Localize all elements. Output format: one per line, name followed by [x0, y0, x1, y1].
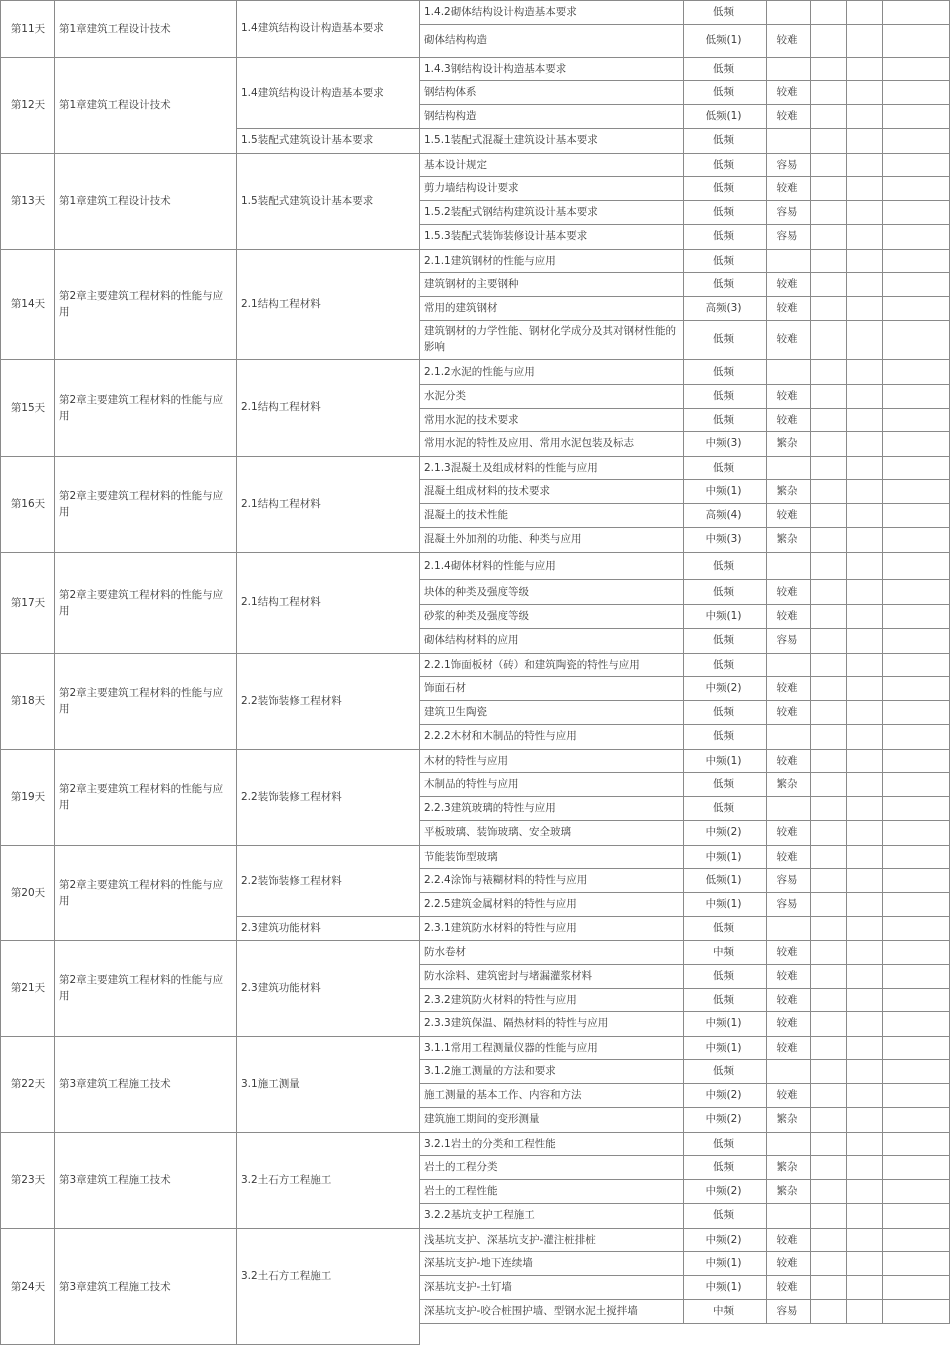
frequency-cell: 低频 — [713, 254, 734, 267]
topic-cell: 深基坑支护-咬合桩围护墙、型钢水泥土搅拌墙 — [424, 1305, 638, 1317]
frequency-cell: 中频(2) — [705, 682, 742, 694]
topic-cell: 饰面石材 — [424, 682, 466, 694]
difficulty-cell: 繁杂 — [776, 485, 798, 497]
difficulty-cell: 繁杂 — [776, 437, 798, 449]
frequency-cell: 低频 — [713, 86, 734, 98]
difficulty-cell: 较难 — [776, 413, 798, 426]
frequency-cell: 低频 — [713, 62, 734, 75]
difficulty-cell: 繁杂 — [776, 778, 798, 790]
frequency-cell: 低频 — [713, 6, 734, 18]
frequency-cell: 中频(2) — [705, 1089, 742, 1101]
chapter-cell: 第2章主要建筑工程材料的性能与应用 — [59, 687, 224, 715]
frequency-cell: 低频 — [713, 158, 734, 171]
difficulty-cell: 容易 — [776, 230, 798, 242]
frequency-cell: 中频 — [713, 1305, 734, 1317]
frequency-cell: 中频(3) — [705, 437, 742, 449]
frequency-cell: 低频 — [713, 585, 734, 598]
frequency-cell: 中频(1) — [705, 898, 742, 910]
frequency-cell: 低频 — [713, 658, 734, 671]
frequency-cell: 中频(2) — [705, 1185, 742, 1197]
topic-cell: 1.5.2装配式钢结构建筑设计基本要求 — [424, 206, 598, 218]
topic-cell: 建筑钢材的力学性能、钢材化学成分及其对钢材性能的影响 — [424, 325, 676, 353]
topic-cell: 2.2.1饰面板材（砖）和建筑陶瓷的特性与应用 — [424, 658, 640, 671]
section-cell: 1.5装配式建筑设计基本要求 — [241, 134, 374, 146]
topic-cell: 混凝土的技术性能 — [424, 509, 508, 521]
frequency-cell: 中频(1) — [705, 610, 742, 622]
difficulty-cell: 较难 — [776, 509, 798, 521]
difficulty-cell: 容易 — [776, 158, 798, 171]
chapter-cell: 第2章主要建筑工程材料的性能与应用 — [59, 974, 224, 1002]
topic-cell: 建筑施工期间的变形测量 — [424, 1113, 540, 1125]
topic-cell: 深基坑支护-土钉墙 — [424, 1281, 512, 1293]
day-cell: 第21天 — [10, 982, 46, 994]
section-cell: 2.1结构工程材料 — [241, 297, 321, 310]
difficulty-cell: 繁杂 — [776, 1185, 798, 1197]
day-cell: 第17天 — [10, 596, 46, 609]
topic-cell: 岩土的工程分类 — [424, 1161, 498, 1173]
topic-cell: 砌体结构材料的应用 — [424, 634, 519, 646]
topic-cell: 常用水泥的特性及应用、常用水泥包装及标志 — [424, 437, 634, 449]
topic-cell: 1.5.3装配式装饰装修设计基本要求 — [424, 230, 588, 242]
section-cell: 3.2土石方工程施工 — [241, 1173, 332, 1186]
difficulty-cell: 较难 — [776, 278, 798, 290]
difficulty-cell: 较难 — [776, 610, 798, 622]
topic-cell: 3.2.1岩土的分类和工程性能 — [424, 1137, 556, 1150]
difficulty-cell: 较难 — [776, 993, 798, 1006]
difficulty-cell: 较难 — [776, 1257, 798, 1269]
frequency-cell: 低频 — [713, 390, 734, 402]
section-cell: 2.2装饰装修工程材料 — [241, 874, 342, 887]
day-cell: 第22天 — [10, 1078, 46, 1090]
topic-cell: 剪力墙结构设计要求 — [424, 182, 519, 194]
topic-cell: 常用水泥的技术要求 — [424, 413, 519, 426]
topic-cell: 防水涂料、建筑密封与堵漏灌浆材料 — [424, 970, 592, 982]
difficulty-cell: 较难 — [776, 182, 798, 194]
topic-cell: 钢结构构造 — [424, 110, 477, 122]
topic-cell: 1.4.3钢结构设计构造基本要求 — [424, 62, 567, 75]
topic-cell: 建筑卫生陶瓷 — [424, 706, 487, 718]
topic-cell: 3.2.2基坑支护工程施工 — [424, 1209, 535, 1221]
day-cell: 第24天 — [10, 1280, 46, 1293]
frequency-cell: 低频 — [713, 970, 734, 982]
day-cell: 第14天 — [10, 298, 46, 310]
difficulty-cell: 较难 — [776, 826, 798, 838]
difficulty-cell: 较难 — [776, 1017, 798, 1029]
frequency-cell: 中频(3) — [705, 533, 742, 545]
day-cell: 第12天 — [10, 99, 46, 111]
difficulty-cell: 较难 — [776, 1233, 798, 1246]
difficulty-cell: 繁杂 — [776, 533, 798, 545]
section-cell: 2.1结构工程材料 — [241, 401, 321, 413]
topic-cell: 1.5.1装配式混凝土建筑设计基本要求 — [424, 134, 598, 146]
topic-cell: 2.1.1建筑钢材的性能与应用 — [424, 254, 556, 267]
topic-cell: 2.3.1建筑防水材料的特性与应用 — [424, 921, 577, 934]
frequency-cell: 高频(3) — [705, 302, 742, 314]
frequency-cell: 低频 — [713, 921, 734, 934]
topic-cell: 块体的种类及强度等级 — [424, 585, 529, 598]
section-cell: 1.5装配式建筑设计基本要求 — [241, 194, 374, 207]
frequency-cell: 低频 — [713, 182, 734, 194]
difficulty-cell: 容易 — [776, 206, 798, 218]
topic-cell: 水泥分类 — [424, 390, 466, 402]
topic-cell: 混凝土外加剂的功能、种类与应用 — [424, 533, 582, 545]
difficulty-cell: 容易 — [776, 898, 798, 910]
day-cell: 第13天 — [10, 195, 46, 207]
day-cell: 第19天 — [10, 791, 46, 803]
chapter-cell: 第2章主要建筑工程材料的性能与应用 — [59, 490, 224, 518]
difficulty-cell: 较难 — [776, 1041, 798, 1054]
section-cell: 2.3建筑功能材料 — [241, 981, 321, 994]
topic-cell: 岩土的工程性能 — [424, 1185, 498, 1197]
topic-cell: 2.2.5建筑金属材料的特性与应用 — [424, 898, 577, 910]
topic-cell: 2.1.4砌体材料的性能与应用 — [424, 559, 556, 572]
frequency-cell: 中频(1) — [705, 1041, 742, 1054]
day-cell: 第23天 — [10, 1174, 46, 1186]
chapter-cell: 第2章主要建筑工程材料的性能与应用 — [59, 878, 224, 907]
topic-cell: 混凝土组成材料的技术要求 — [424, 485, 550, 497]
section-cell: 3.2土石方工程施工 — [241, 1269, 332, 1282]
section-cell: 2.2装饰装修工程材料 — [241, 694, 342, 707]
frequency-cell: 中频(1) — [705, 485, 742, 497]
topic-cell: 深基坑支护-地下连续墙 — [424, 1257, 533, 1269]
frequency-cell: 中频(1) — [705, 1281, 742, 1293]
topic-cell: 2.3.2建筑防火材料的特性与应用 — [424, 993, 577, 1006]
chapter-cell: 第2章主要建筑工程材料的性能与应用 — [59, 290, 224, 318]
difficulty-cell: 较难 — [776, 390, 798, 402]
topic-cell: 木制品的特性与应用 — [424, 778, 519, 790]
frequency-cell: 低频(1) — [705, 874, 742, 886]
frequency-cell: 低频 — [713, 1209, 734, 1221]
frequency-cell: 高频(4) — [705, 509, 742, 521]
frequency-cell: 低频 — [713, 365, 734, 378]
difficulty-cell: 较难 — [776, 110, 798, 122]
frequency-cell: 低频 — [713, 413, 734, 426]
frequency-cell: 中频(2) — [705, 1113, 742, 1125]
frequency-cell: 低频 — [713, 993, 734, 1006]
difficulty-cell: 较难 — [776, 1089, 798, 1101]
topic-cell: 施工测量的基本工作、内容和方法 — [424, 1089, 582, 1101]
topic-cell: 2.1.3混凝土及组成材料的性能与应用 — [424, 461, 598, 474]
frequency-cell: 低频 — [713, 1137, 734, 1150]
difficulty-cell: 较难 — [776, 682, 798, 694]
difficulty-cell: 较难 — [776, 86, 798, 98]
section-cell: 3.1施工测量 — [241, 1077, 300, 1090]
topic-cell: 3.1.2施工测量的方法和要求 — [424, 1065, 556, 1077]
frequency-cell: 中频(2) — [705, 826, 742, 838]
frequency-cell: 中频(2) — [705, 1233, 742, 1246]
difficulty-cell: 较难 — [776, 754, 798, 767]
topic-cell: 浅基坑支护、深基坑支护-灌注桩排桩 — [424, 1233, 596, 1246]
frequency-cell: 中频 — [713, 946, 734, 958]
section-cell: 2.3建筑功能材料 — [241, 921, 321, 934]
frequency-cell: 低频(1) — [705, 34, 742, 46]
topic-cell: 建筑钢材的主要钢种 — [424, 278, 519, 290]
topic-cell: 钢结构体系 — [424, 86, 477, 98]
difficulty-cell: 较难 — [776, 706, 798, 718]
frequency-cell: 低频 — [713, 278, 734, 290]
difficulty-cell: 容易 — [776, 634, 798, 646]
topic-cell: 砂浆的种类及强度等级 — [424, 610, 529, 622]
chapter-cell: 第3章建筑工程施工技术 — [59, 1174, 171, 1186]
difficulty-cell: 较难 — [776, 946, 798, 958]
day-cell: 第16天 — [10, 498, 46, 510]
difficulty-cell: 较难 — [776, 333, 798, 345]
topic-cell: 常用的建筑钢材 — [424, 302, 498, 314]
topic-cell: 2.2.2木材和木制品的特性与应用 — [424, 730, 577, 742]
difficulty-cell: 较难 — [776, 970, 798, 982]
topic-cell: 1.4.2砌体结构设计构造基本要求 — [424, 6, 577, 18]
frequency-cell: 低频 — [713, 134, 734, 146]
difficulty-cell: 繁杂 — [776, 1161, 798, 1173]
frequency-cell: 低频 — [713, 461, 734, 474]
frequency-cell: 低频 — [713, 559, 734, 572]
frequency-cell: 低频 — [713, 206, 734, 218]
chapter-cell: 第1章建筑工程设计技术 — [59, 195, 171, 207]
frequency-cell: 中频(1) — [705, 754, 742, 767]
difficulty-cell: 较难 — [776, 302, 798, 314]
chapter-cell: 第3章建筑工程施工技术 — [59, 1280, 171, 1293]
topic-cell: 2.1.2水泥的性能与应用 — [424, 365, 535, 378]
section-cell: 1.4建筑结构设计构造基本要求 — [241, 86, 384, 99]
chapter-cell: 第2章主要建筑工程材料的性能与应用 — [59, 783, 224, 811]
chapter-cell: 第2章主要建筑工程材料的性能与应用 — [59, 393, 224, 422]
section-cell: 2.1结构工程材料 — [241, 497, 321, 510]
day-cell: 第18天 — [10, 695, 46, 707]
difficulty-cell: 容易 — [776, 874, 798, 886]
topic-cell: 防水卷材 — [424, 946, 466, 958]
day-cell: 第11天 — [10, 22, 46, 35]
frequency-cell: 低频 — [713, 802, 734, 814]
chapter-cell: 第2章主要建筑工程材料的性能与应用 — [59, 588, 224, 617]
section-cell: 1.4建筑结构设计构造基本要求 — [241, 22, 384, 34]
topic-cell: 基本设计规定 — [424, 158, 487, 171]
topic-cell: 2.2.4涂饰与裱糊材料的特性与应用 — [424, 874, 588, 886]
difficulty-cell: 较难 — [776, 1281, 798, 1293]
chapter-cell: 第3章建筑工程施工技术 — [59, 1078, 171, 1090]
day-cell: 第15天 — [10, 401, 46, 414]
topic-cell: 平板玻璃、装饰玻璃、安全玻璃 — [424, 826, 571, 838]
frequency-cell: 低频 — [713, 706, 734, 718]
frequency-cell: 中频(1) — [705, 1017, 742, 1029]
frequency-cell: 中频(1) — [705, 1257, 742, 1269]
frequency-cell: 低频 — [713, 1065, 734, 1077]
difficulty-cell: 容易 — [776, 1305, 798, 1317]
topic-cell: 木材的特性与应用 — [424, 754, 508, 767]
topic-cell: 2.2.3建筑玻璃的特性与应用 — [424, 802, 556, 814]
difficulty-cell: 较难 — [776, 850, 798, 863]
topic-cell: 2.3.3建筑保温、隔热材料的特性与应用 — [424, 1017, 609, 1029]
difficulty-cell: 较难 — [776, 34, 798, 46]
frequency-cell: 低频 — [713, 230, 734, 242]
topic-cell: 砌体结构构造 — [424, 34, 487, 46]
day-cell: 第20天 — [10, 886, 46, 899]
section-cell: 2.1结构工程材料 — [241, 596, 321, 608]
frequency-cell: 低频 — [713, 730, 734, 742]
difficulty-cell: 较难 — [776, 585, 798, 598]
frequency-cell: 低频(1) — [705, 110, 742, 122]
frequency-cell: 中频(1) — [705, 850, 742, 863]
chapter-cell: 第1章建筑工程设计技术 — [59, 22, 171, 35]
difficulty-cell: 繁杂 — [776, 1113, 798, 1125]
frequency-cell: 低频 — [713, 1161, 734, 1173]
frequency-cell: 低频 — [713, 634, 734, 646]
section-cell: 2.2装饰装修工程材料 — [241, 790, 342, 803]
frequency-cell: 低频 — [713, 778, 734, 790]
topic-cell: 节能装饰型玻璃 — [424, 850, 498, 863]
chapter-cell: 第1章建筑工程设计技术 — [59, 99, 171, 111]
topic-cell: 3.1.1常用工程测量仪器的性能与应用 — [424, 1041, 598, 1054]
frequency-cell: 低频 — [713, 333, 734, 345]
